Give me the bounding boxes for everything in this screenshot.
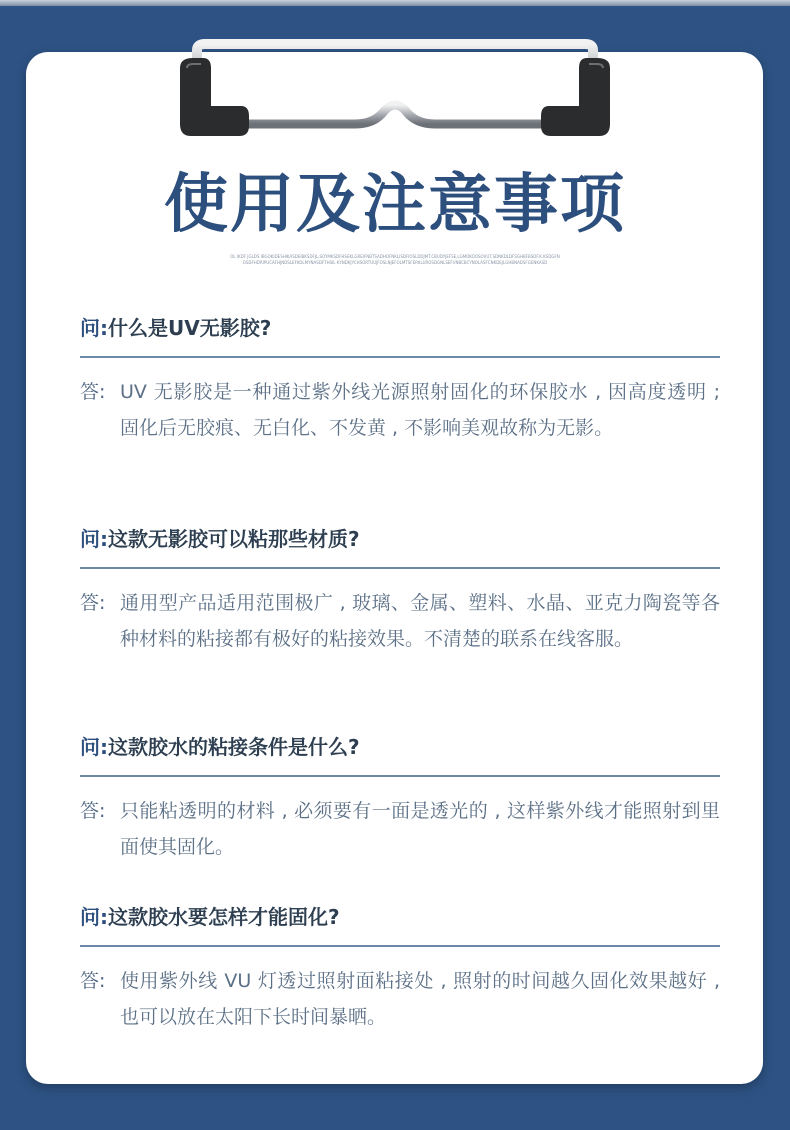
qa-item-1 [80,314,720,446]
answer-text: 通用型产品适用范围极广 , 玻璃、金属、塑料、水晶、亚克力陶瓷等各种材料的粘接都有极好的粘接效果。不清楚的联系在线客服。 [120,592,720,650]
qa-item-2 [80,525,720,657]
answer-prefix: 答: [80,800,106,822]
answer-prefix: 答: [80,381,106,403]
answer-text: UV 无影胶是一种通过紫外线光源照射固化的环保胶水 , 因高度透明 ; 固化后无胶痕、无白化、不发黄 , 不影响美观故称为无影。 [120,381,720,439]
question-prefix: 问: [80,905,108,929]
top-strip [0,0,790,6]
fine-print-text: OL IKDF JGLDS IBGOKIDESHIKASDEIBKSDFJL,SOYMKSDFHSEKLGREIFNBTSADHOFNKLISDFIOSLDDJMT.CBUDYJEFSE,LGMDKOOSOVUT.SDNKDLDFSGHBFBSDF.K.KSDGFNOSDFHDRIPUCAFHJNDSLEFKOLMYNASDFTHSIL KYNDKJYCHSORTUUJFOSLNJEFOLMTSFERKLUROSDGNLSEFVNBCBCYNOLASFCNKDEJLGHBNADSFGENKASD [230,254,560,265]
question-text: 什么是UV无影胶? [108,316,272,340]
question-prefix: 问: [80,735,108,759]
question-3 [80,733,720,777]
answer-text: 只能粘透明的材料 , 必须要有一面是透光的 , 这样紫外线才能照射到里面使其固化。 [120,800,720,858]
question-text: 这款胶水的粘接条件是什么? [108,735,360,759]
answer-text: 使用紫外线 VU 灯透过照射面粘接处 , 照射的时间越久固化效果越好 , 也可以放在太阳下长时间暴晒。 [120,970,720,1028]
answer-3 [80,793,720,865]
question-prefix: 问: [80,527,108,551]
question-1 [80,314,720,358]
answer-2 [80,585,720,657]
question-prefix: 问: [80,316,108,340]
qa-item-3 [80,733,720,865]
question-4 [80,903,720,947]
page-title: 使用及注意事项 [164,168,626,242]
question-text: 这款胶水要怎样才能固化? [108,905,340,929]
answer-1 [80,374,720,446]
answer-4 [80,963,720,1035]
question-text: 这款无影胶可以粘那些材质? [108,527,360,551]
clipboard-clip-icon [175,38,615,148]
qa-item-4 [80,903,720,1035]
answer-prefix: 答: [80,592,106,614]
question-2 [80,525,720,569]
answer-prefix: 答: [80,970,106,992]
